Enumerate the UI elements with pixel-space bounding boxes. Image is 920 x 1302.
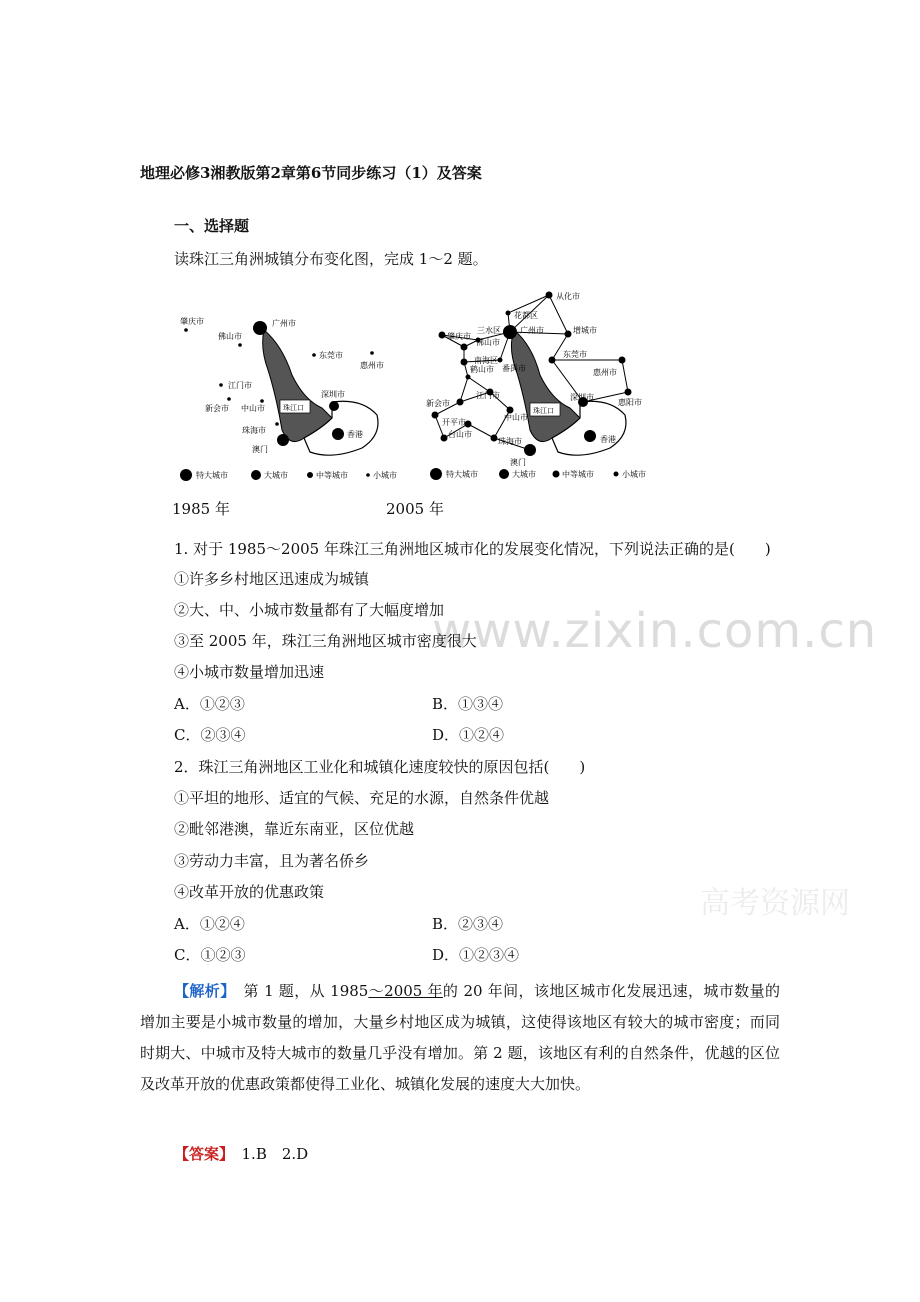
section-heading: 一、选择题 [174,217,250,235]
question-2-option-d: D．①②③④ [432,946,520,964]
map2005-label: 台山市 [448,430,472,439]
watermark: www.zixin.com.cn [432,603,878,659]
question-1-item: ①许多乡村地区迅速成为城镇 [174,570,370,588]
map2005-label: 开平市 [442,418,466,427]
map2005-label: 佛山市 [476,338,500,347]
question-2-stem: 2．珠江三角洲地区工业化和城镇化速度较快的原因包括( ) [174,758,586,776]
answer-tag: 【答案】 [174,1145,227,1163]
question-1-stem: 1. 对于 1985～2005 年珠江三角洲地区城市化的发展变化情况，下列说法正确的是( ) [174,540,771,558]
map1985-label: 深圳市 [321,390,345,399]
map1985-label: 佛山市 [218,332,242,341]
map2005-label: 澳门 [510,458,526,467]
legend-label: 中等城市 [562,470,594,479]
question-1-option-b: B．①③④ [432,695,504,713]
map1985-label: 香港 [347,430,363,439]
city-dot [253,321,267,335]
map2005-label: 珠江口 [533,407,554,415]
city-dot [277,434,289,446]
question-1-option-a: A．①②③ [174,695,245,713]
question-1-option-d: D．①②④ [432,726,505,744]
map1985-label: 广州市 [272,319,296,328]
answer-line [174,1143,308,1164]
page-title: 地理必修3湘教版第2章第6节同步练习（1）及答案 [140,164,482,182]
question-1-item: ④小城市数量增加迅速 [174,663,325,681]
map-2005 [420,285,660,490]
map1985-label: 惠州市 [360,361,384,370]
question-2-item: ②毗邻港澳，靠近东南亚，区位优越 [174,820,415,838]
question-1-option-c: C．②③④ [174,726,246,744]
legend-label: 大城市 [264,471,288,480]
map-year-1985: 1985 年 [172,500,230,518]
analysis-underline: ～2005 年 [368,982,443,1000]
map2005-label: 惠州市 [593,368,617,377]
analysis-text-rest: 的 20 年间，该地区城市化发展迅速，城市数量的增加主要是小城市数量的增加，大量乡村地区成为城镇，这使得该地区有较大的城市密度；而同时期大、中城市及特大城市的数量几乎没有增加。第 2 题，该地区有利的自然条件，优越的区位及改革开放的优惠政策都使得工业化、城镇化发展的速度大大加快。 [140,982,780,1093]
map2005-label: 从化市 [556,292,580,301]
map2005-label: 三水区 [477,326,501,335]
map1985-label: 江门市 [228,381,252,390]
legend-label: 小城市 [622,470,646,479]
map1985-label: 新会市 [205,404,229,413]
question-2-option-c: C．①②③ [174,946,246,964]
map2005-label: 南海区 [474,356,498,365]
analysis-tag: 【解析】 [174,982,229,1000]
map2005-label: 鹤山市 [470,365,494,374]
question-2-option-b: B．②③④ [432,915,504,933]
legend-label: 特大城市 [196,471,228,480]
legend-label: 中等城市 [316,471,348,480]
map1985-label: 澳门 [252,445,268,454]
map2005-label: 番禺市 [502,364,526,373]
map1985-label: 东莞市 [319,351,343,360]
legend-label: 小城市 [373,471,397,480]
watermark-secondary: 高考资源网 [700,886,850,921]
question-2-option-a: A．①②④ [174,915,245,933]
map2005-label: 花都区 [514,311,538,320]
legend-label: 特大城市 [446,470,478,479]
map-year-2005: 2005 年 [386,500,444,518]
question-1-item: ②大、中、小城市数量都有了大幅度增加 [174,601,445,619]
map2005-label: 香港 [600,435,616,444]
map2005-label: 珠海市 [498,437,522,446]
question-1-item: ③至 2005 年，珠江三角洲地区城市密度很大 [174,632,477,650]
map2005-label: 增城市 [573,326,597,335]
map1985-label: 珠江口 [283,404,304,412]
map2005-label: 东莞市 [563,350,587,359]
map2005-label: 江门市 [476,391,500,400]
map2005-label: 惠阳市 [618,398,642,407]
map1985-label: 中山市 [241,404,265,413]
answer-text: 1.B 2.D [226,1145,309,1163]
intro-text: 读珠江三角洲城镇分布变化图，完成 1～2 题。 [174,250,488,268]
map2005-label: 新会市 [426,399,450,408]
city-dot [329,401,339,411]
question-2-item: ③劳动力丰富，且为著名侨乡 [174,852,370,870]
map2005-label: 中山市 [504,413,528,422]
question-2-item: ④改革开放的优惠政策 [174,883,325,901]
map2005-label: 肇庆市 [447,332,471,341]
legend-label: 大城市 [512,470,536,479]
map2005-label: 广州市 [520,326,544,335]
map-1985 [172,300,397,490]
map2005-label: 深圳市 [570,393,594,402]
city-dot [332,428,344,440]
map1985-label: 珠海市 [242,426,266,435]
analysis-text-start: 第 1 题，从 1985 [228,982,369,1000]
question-2-item: ①平坦的地形、适宜的气候、充足的水源，自然条件优越 [174,789,550,807]
map1985-label: 肇庆市 [180,317,204,326]
analysis-paragraph [140,976,780,1100]
